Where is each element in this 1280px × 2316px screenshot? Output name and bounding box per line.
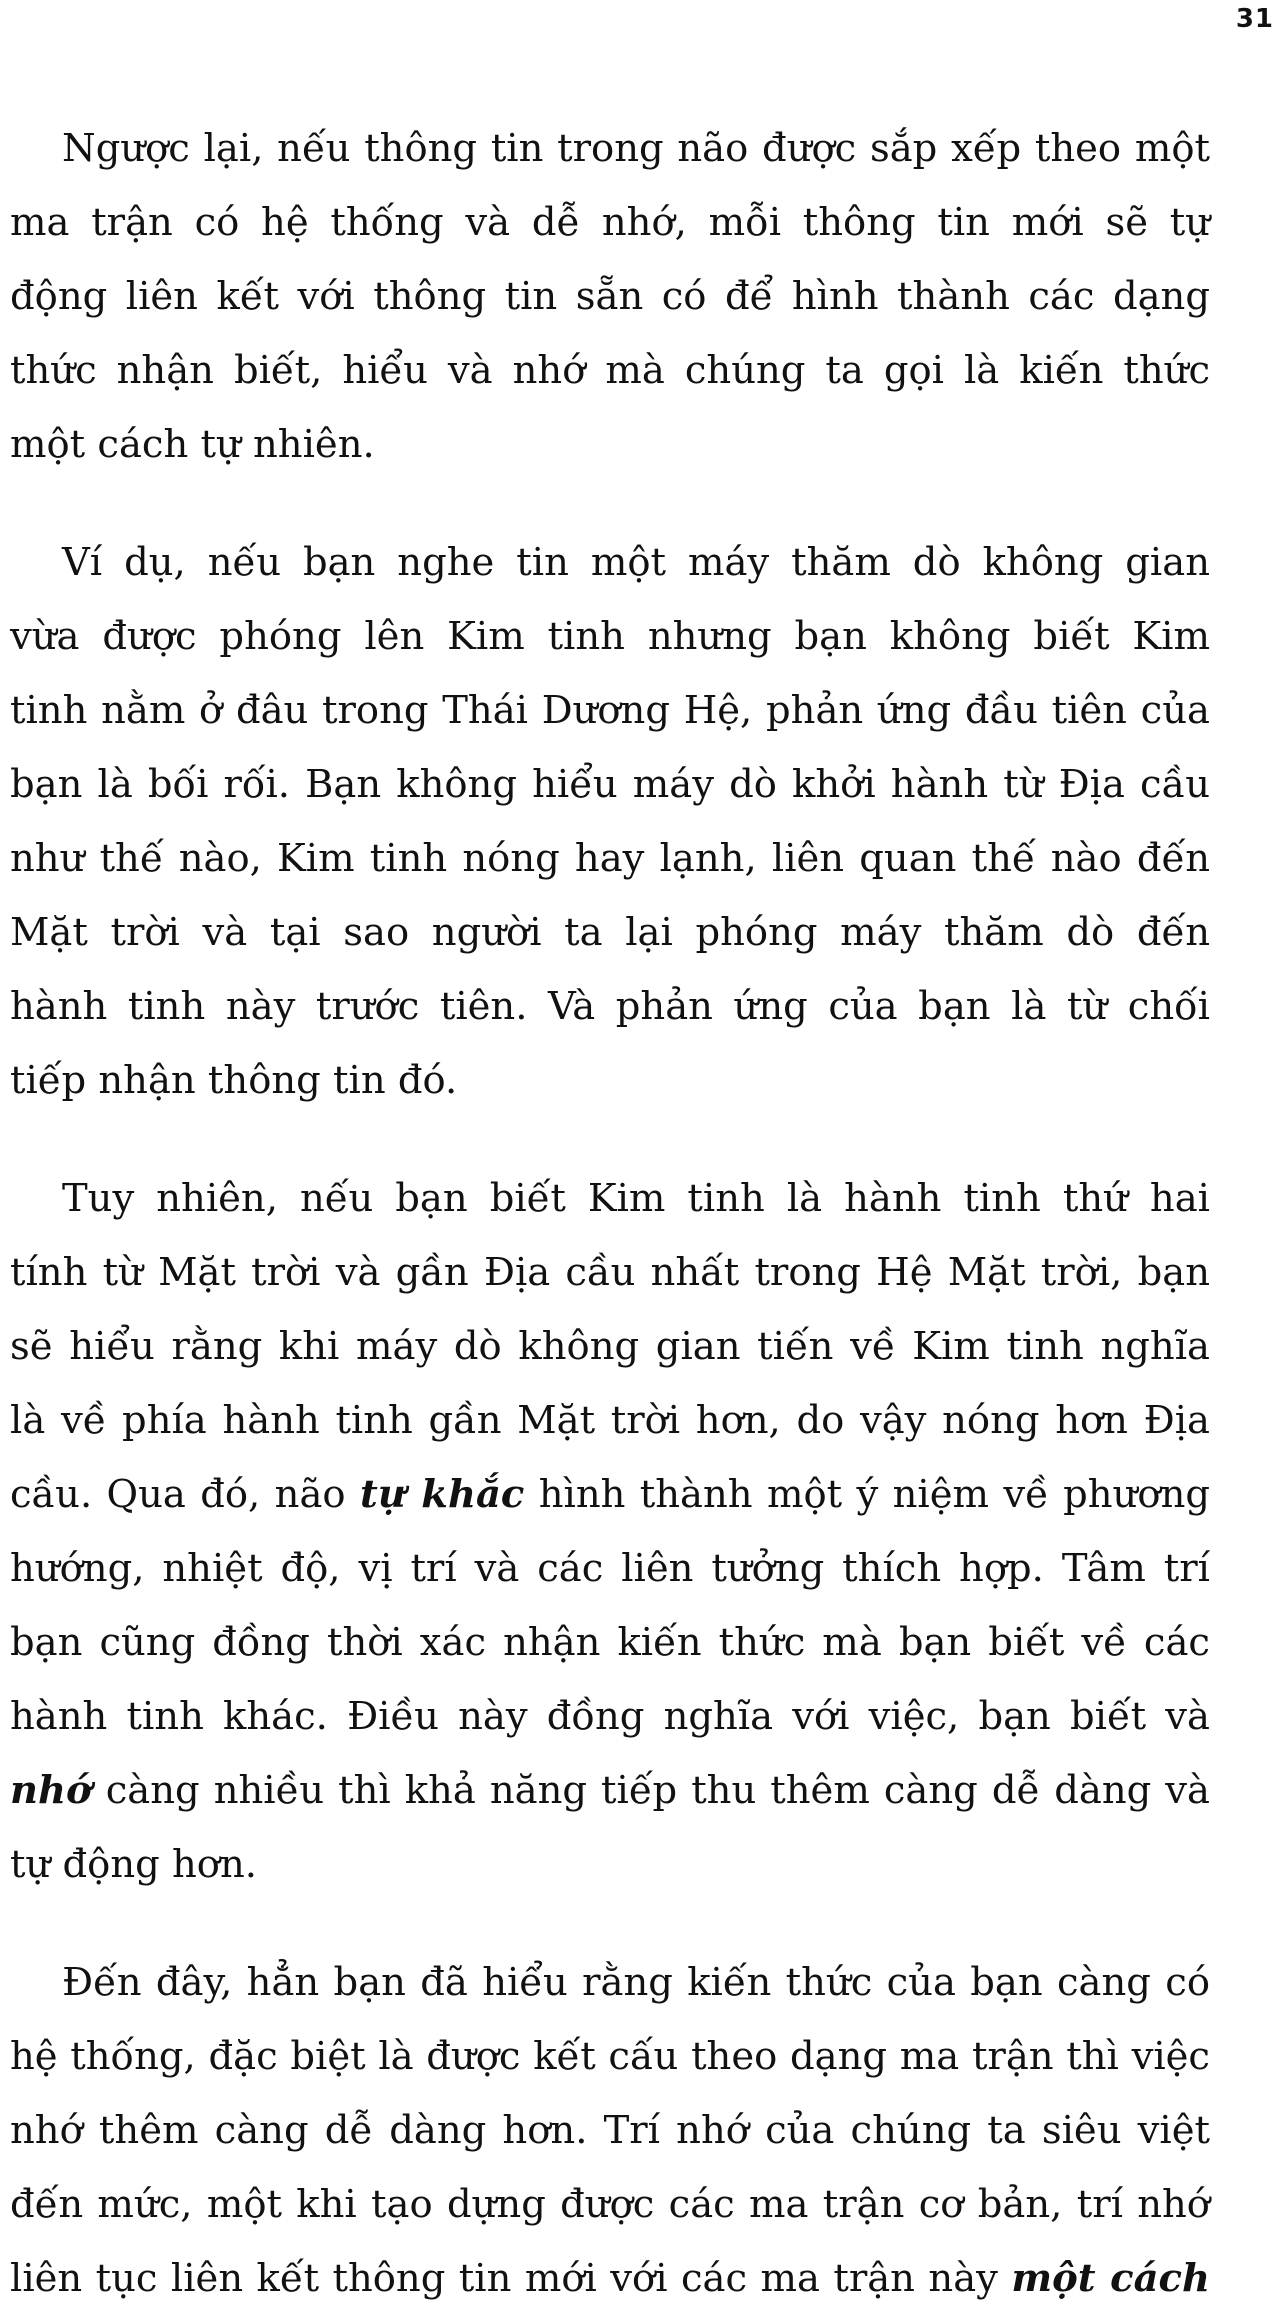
text-line: Ngược lại, nếu thông tin trong não được sắp xếp theo một <box>62 126 1210 171</box>
paragraph-4 <box>10 1946 1210 2316</box>
text-line: hướng, nhiệt độ, vị trí và các liên tưởng thích hợp. Tâm trí <box>10 1546 1210 1591</box>
text-line: như thế nào, Kim tinh nóng hay lạnh, liên quan thế nào đến <box>10 836 1210 881</box>
text-line: bạn là bối rối. Bạn không hiểu máy dò khởi hành từ Địa cầu <box>10 762 1210 807</box>
emphasized-text: nhớ <box>10 1768 92 1813</box>
text-line: vừa được phóng lên Kim tinh nhưng bạn không biết Kim <box>10 614 1210 659</box>
text-line: hành tinh này trước tiên. Và phản ứng của bạn là từ chối <box>10 984 1210 1029</box>
text-line: nhớ thêm càng dễ dàng hơn. Trí nhớ của chúng ta siêu việt <box>10 2108 1210 2153</box>
paragraph-2 <box>10 526 1210 1118</box>
text-line <box>10 1754 1210 1828</box>
text-line: một cách tự nhiên. <box>10 422 375 467</box>
text-line: đến mức, một khi tạo dựng được các ma trận cơ bản, trí nhớ <box>10 2182 1210 2227</box>
emphasized-text: một cách <box>1011 2256 1210 2301</box>
text-line: động liên kết với thông tin sẵn có để hình thành các dạng <box>10 274 1210 319</box>
paragraph-3 <box>10 1162 1210 1902</box>
text-run: càng nhiều thì khả năng tiếp thu thêm càng dễ dàng và <box>91 1768 1210 1813</box>
text-line <box>10 2242 1210 2316</box>
page-body <box>10 112 1210 2316</box>
text-line: Đến đây, hẳn bạn đã hiểu rằng kiến thức của bạn càng có <box>62 1960 1210 2005</box>
text-run: cầu. Qua đó, não <box>10 1472 360 1517</box>
text-line: hành tinh khác. Điều này đồng nghĩa với việc, bạn biết và <box>10 1694 1210 1739</box>
emphasized-text: tự khắc <box>359 1472 525 1517</box>
text-line: tính từ Mặt trời và gần Địa cầu nhất trong Hệ Mặt trời, bạn <box>10 1250 1210 1295</box>
text-line: tự động hơn. <box>10 1842 258 1887</box>
page-number: 31 <box>1235 4 1274 34</box>
text-line: bạn cũng đồng thời xác nhận kiến thức mà bạn biết về các <box>10 1620 1210 1665</box>
text-line: tiếp nhận thông tin đó. <box>10 1058 458 1103</box>
text-run: hình thành một ý niệm về phương <box>524 1472 1211 1517</box>
text-line: Mặt trời và tại sao người ta lại phóng máy thăm dò đến <box>10 910 1210 955</box>
text-line: tinh nằm ở đâu trong Thái Dương Hệ, phản ứng đầu tiên của <box>10 688 1210 733</box>
text-line: hệ thống, đặc biệt là được kết cấu theo dạng ma trận thì việc <box>10 2034 1210 2079</box>
text-line: thức nhận biết, hiểu và nhớ mà chúng ta gọi là kiến thức <box>10 348 1210 393</box>
text-line: Ví dụ, nếu bạn nghe tin một máy thăm dò không gian <box>62 540 1210 585</box>
text-line: là về phía hành tinh gần Mặt trời hơn, do vậy nóng hơn Địa <box>10 1398 1210 1443</box>
text-line: ma trận có hệ thống và dễ nhớ, mỗi thông tin mới sẽ tự <box>10 200 1210 245</box>
text-run: liên tục liên kết thông tin mới với các ma trận này <box>10 2256 1012 2301</box>
text-line <box>10 1458 1210 1532</box>
text-line: sẽ hiểu rằng khi máy dò không gian tiến về Kim tinh nghĩa <box>10 1324 1210 1369</box>
paragraph-1 <box>10 112 1210 482</box>
text-line: Tuy nhiên, nếu bạn biết Kim tinh là hành tinh thứ hai <box>62 1176 1210 1221</box>
